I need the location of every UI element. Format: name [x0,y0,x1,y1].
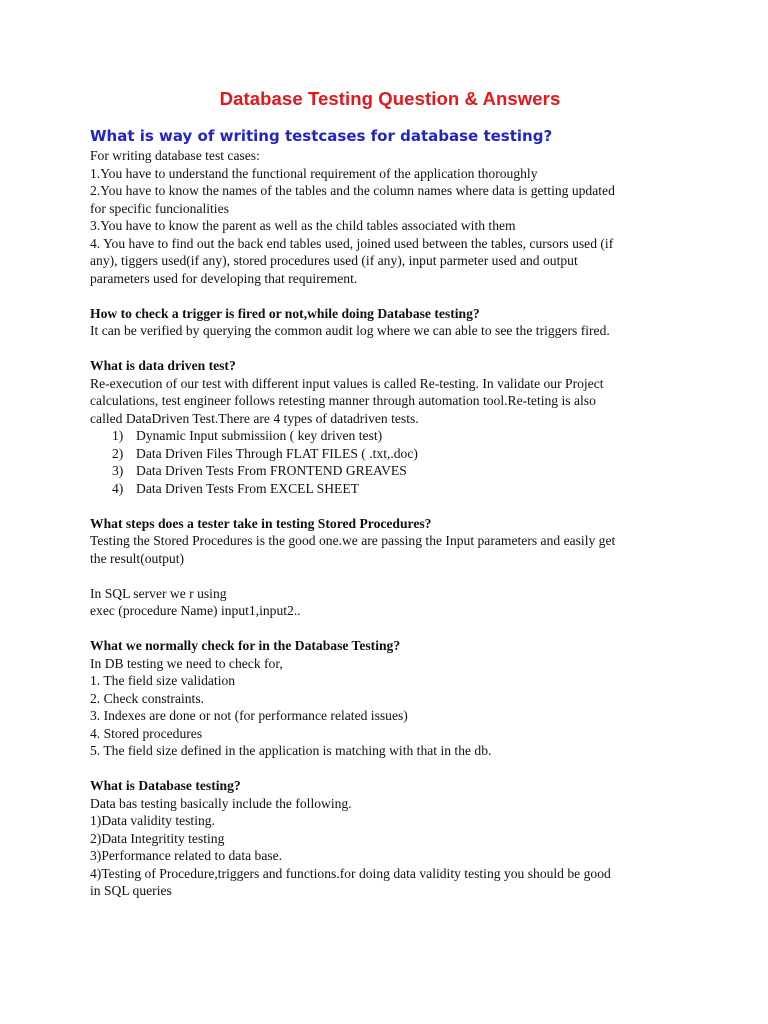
answer-line: 1.You have to understand the functional requirement of the application thoroughly [90,165,538,181]
answer-line: Re-execution of our test with different input values is called Re-testing. In validate our Project [90,375,604,391]
spacer [90,760,690,778]
spacer [90,567,690,585]
section-trigger [90,305,690,340]
answer-line: 3. Indexes are done or not (for performance related issues) [90,708,408,723]
answer-line: Testing the Stored Procedures is the good one.we are passing the Input parameters and easily get [90,533,616,548]
answer-line: In DB testing we need to check for, [90,655,283,671]
answer-line: calculations, test engineer follows retesting manner through automation tool.Re-teting is also [90,393,596,408]
answer-line: It can be verified by querying the common audit log where we can able to see the triggers fired. [90,323,610,338]
answer-line: In SQL server we r using [90,585,227,601]
list-item [90,427,690,445]
answer-line: 1)Data validity testing. [90,813,215,828]
question-heading: What we normally check for in the Database Testing? [90,638,401,653]
list-item [90,445,690,463]
list-number: 2) [112,445,124,461]
list-text: Data Driven Files Through FLAT FILES ( .txt,.doc) [136,445,418,461]
document-page [90,88,690,900]
answer-line: exec (procedure Name) input1,input2.. [90,603,301,618]
answer-line: 4. Stored procedures [90,725,203,741]
answer-line: 2. Check constraints. [90,690,205,706]
answer-line: called DataDriven Test.There are 4 types of datadriven tests. [90,410,419,426]
section-db-checks [90,637,690,760]
list-number: 3) [112,463,124,478]
answer-line: 5. The field size defined in the application is matching with that in the db. [90,743,492,758]
answer-line: 2.You have to know the names of the tables and the column names where data is getting updated [90,183,615,198]
answer-line: for specific funcionalities [90,200,229,216]
answer-line: the result(output) [90,550,185,566]
spacer [90,287,690,305]
list-text: Data Driven Tests From EXCEL SHEET [136,480,359,496]
answer-line: 3.You have to know the parent as well as the child tables associated with them [90,218,516,233]
answer-line: parameters used for developing that requirement. [90,270,358,286]
list-item [90,462,690,480]
list-text: Dynamic Input submissiion ( key driven test) [136,428,383,443]
answer-line: any), tiggers used(if any), stored procedures used (if any), input parmeter used and output [90,253,578,268]
section-database-testing [90,777,690,900]
answer-line: 2)Data Integritity testing [90,830,225,846]
section-testcases [90,127,690,287]
section-stored-procedures [90,515,690,620]
answer-line: Data bas testing basically include the following. [90,795,352,811]
answer-line: in SQL queries [90,883,172,898]
answer-line: For writing database test cases: [90,148,260,163]
list-item [90,480,690,498]
question-heading: What steps does a tester take in testing Stored Procedures? [90,515,432,531]
section-data-driven [90,357,690,497]
spacer [90,340,690,358]
answer-line: 4. You have to find out the back end tables used, joined used between the tables, cursors used (if [90,235,614,251]
question-heading: What is data driven test? [90,358,236,373]
question-heading: How to check a trigger is fired or not,while doing Database testing? [90,305,480,321]
answer-line: 4)Testing of Procedure,triggers and functions.for doing data validity testing you should be good [90,865,611,881]
list-number: 1) [112,428,124,443]
question-heading: What is Database testing? [90,778,241,793]
spacer [90,620,690,638]
spacer [90,497,690,515]
numbered-list [90,427,690,497]
answer-line: 1. The field size validation [90,673,236,688]
document-title: Database Testing Question & Answers [219,88,561,109]
answer-line: 3)Performance related to data base. [90,848,283,863]
list-number: 4) [112,480,124,496]
list-text: Data Driven Tests From FRONTEND GREAVES [136,463,407,478]
question-heading: What is way of writing testcases for database testing? [90,127,553,145]
